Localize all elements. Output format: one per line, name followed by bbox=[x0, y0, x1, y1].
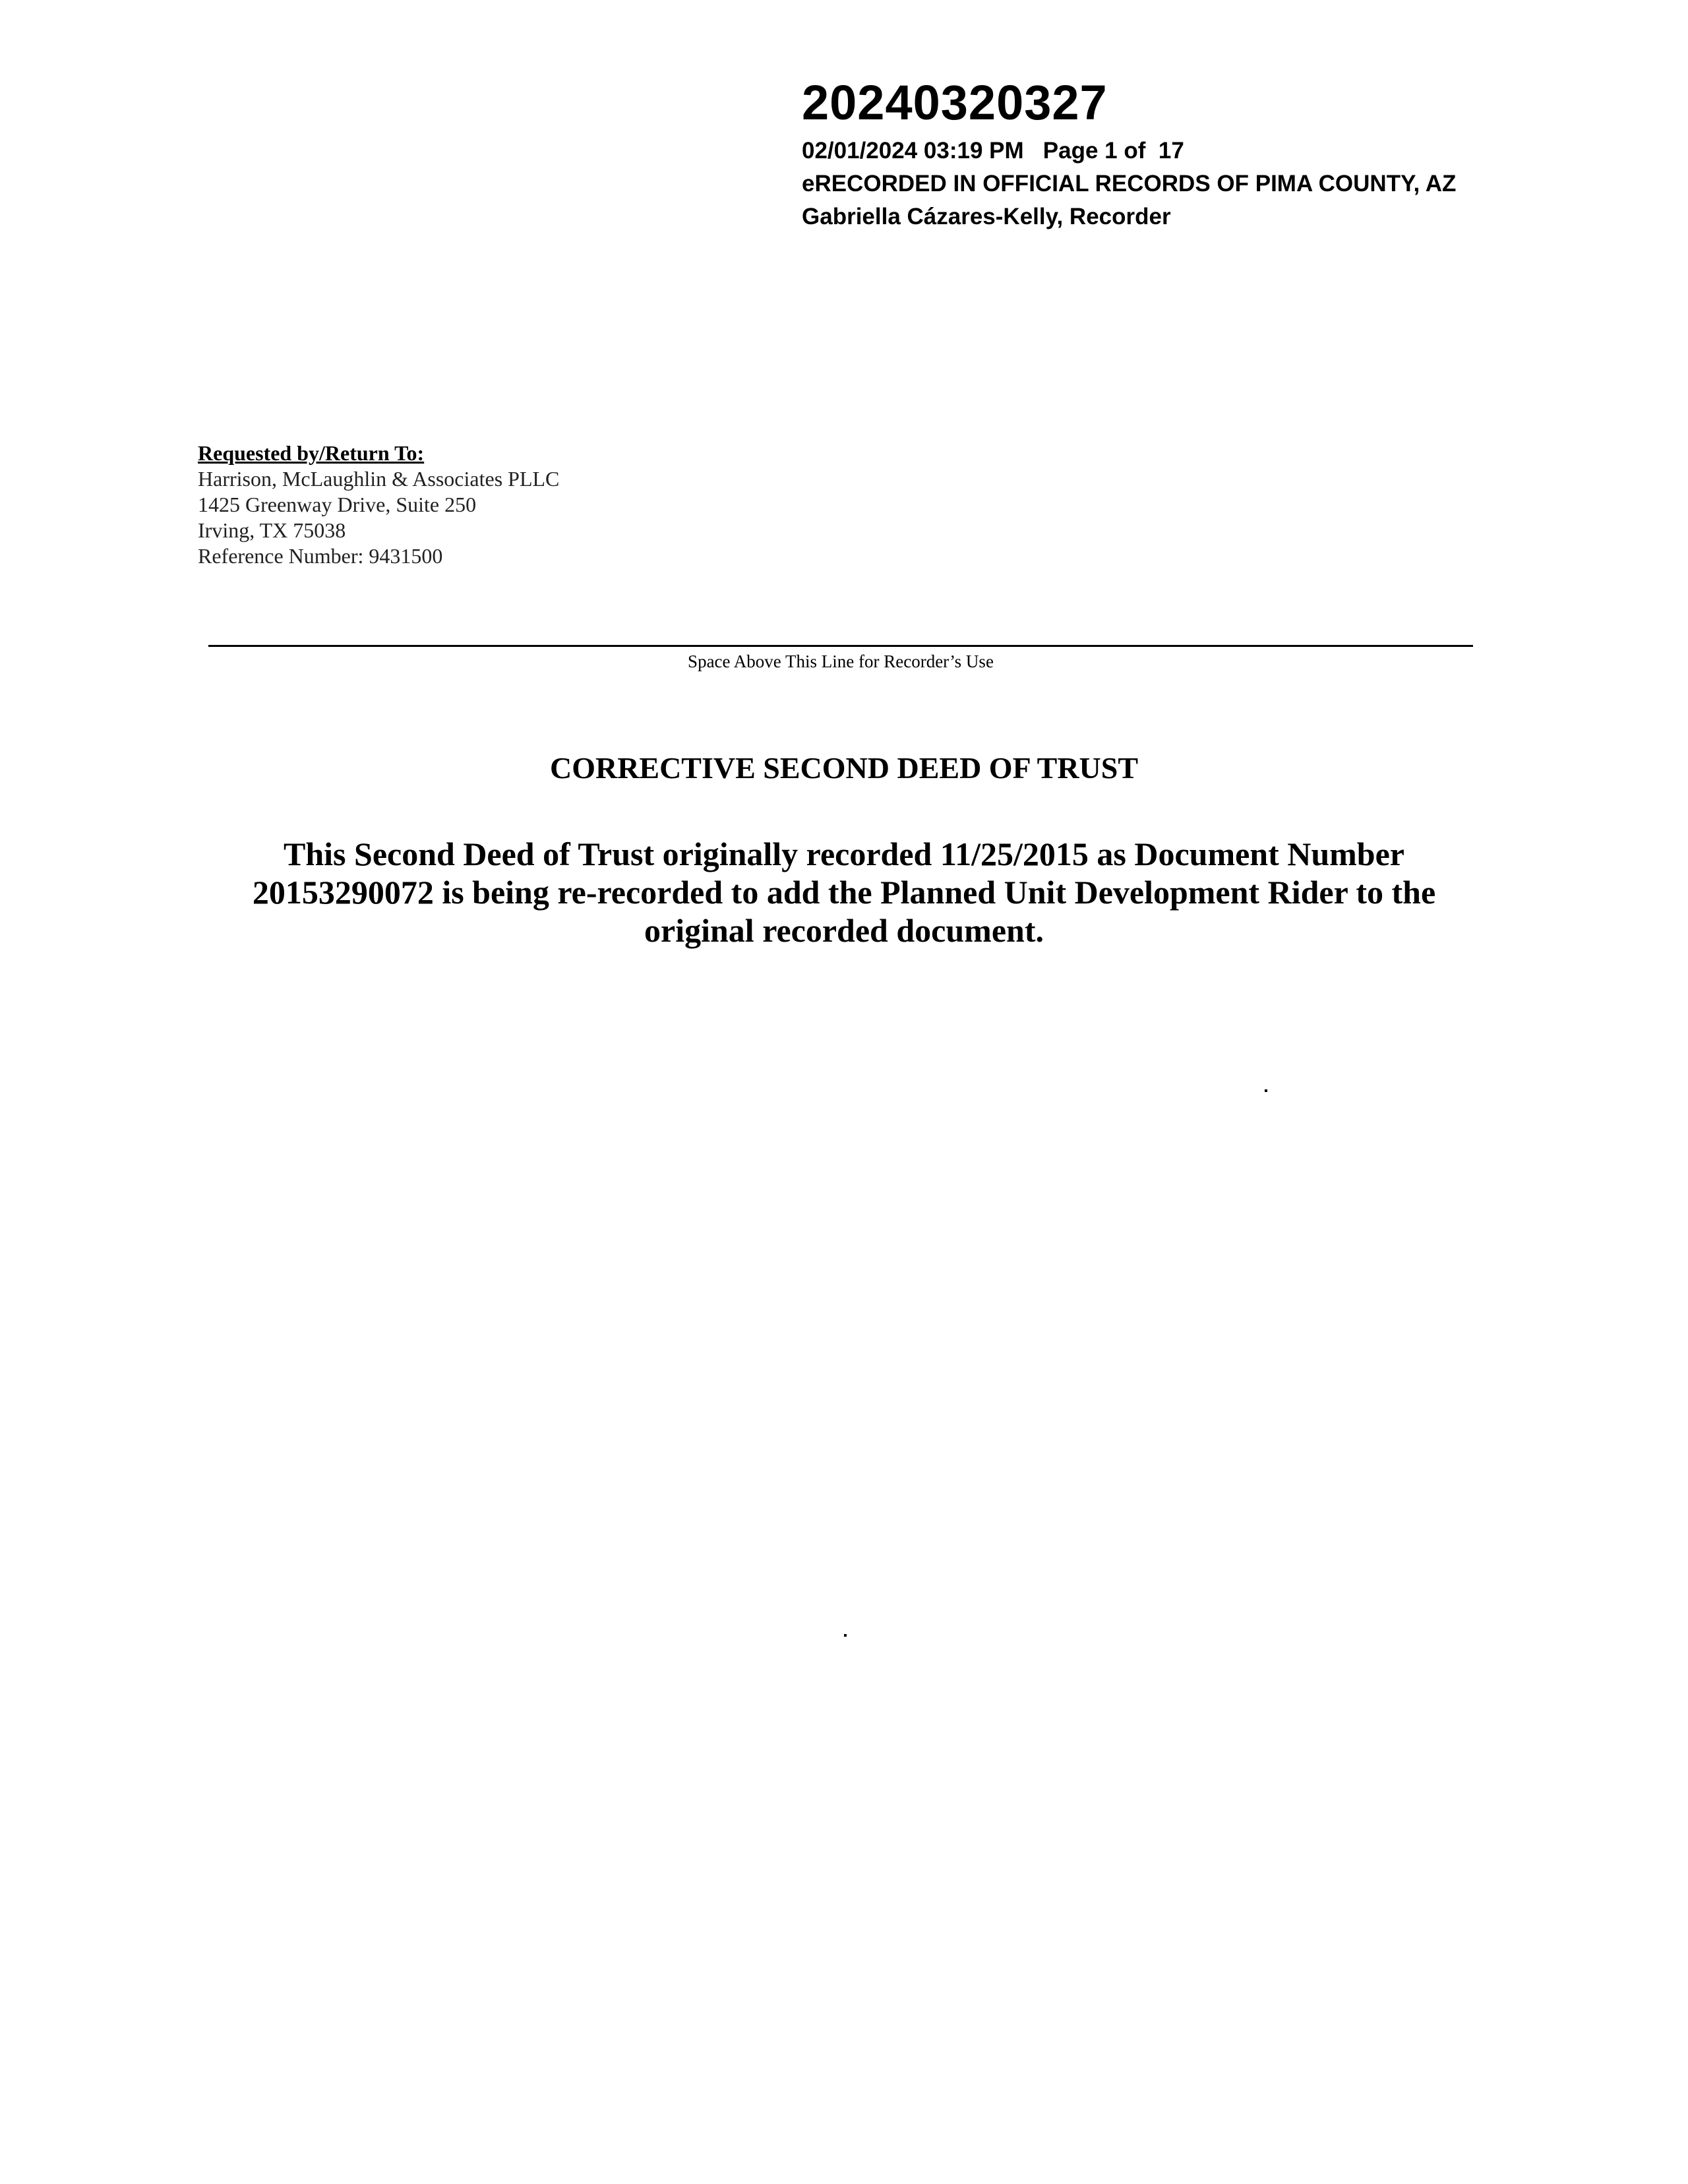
recording-datetime-page: 02/01/2024 03:19 PM Page 1 of 17 bbox=[802, 138, 1184, 164]
recording-document-number: 20240320327 bbox=[802, 75, 1108, 130]
recorder-name: Gabriella Cázares-Kelly, Recorder bbox=[802, 204, 1171, 229]
scan-speck bbox=[844, 1634, 847, 1637]
statement-line: This Second Deed of Trust originally recorded 11/25/2015 as Document Number bbox=[284, 835, 1404, 872]
return-to-city: Irving, TX 75038 bbox=[198, 518, 346, 542]
return-to-street: 1425 Greenway Drive, Suite 250 bbox=[198, 493, 477, 516]
return-to-block bbox=[198, 440, 559, 569]
return-to-company: Harrison, McLaughlin & Associates PLLC bbox=[198, 467, 560, 491]
return-to-reference: Reference Number: 9431500 bbox=[198, 544, 443, 568]
recording-stamp bbox=[802, 74, 1456, 233]
statement-line: 20153290072 is being re-recorded to add the Planned Unit Development Rider to the bbox=[252, 874, 1436, 911]
document-title: CORRECTIVE SECOND DEED OF TRUST bbox=[549, 751, 1139, 785]
recorder-divider-line bbox=[208, 645, 1473, 647]
recorder-divider-caption: Space Above This Line for Recorder’s Use bbox=[688, 652, 994, 671]
return-to-heading: Requested by/Return To: bbox=[198, 441, 425, 465]
statement-line: original recorded document. bbox=[644, 912, 1044, 949]
correction-statement bbox=[218, 835, 1470, 950]
scan-speck bbox=[1265, 1089, 1267, 1092]
recording-office: eRECORDED IN OFFICIAL RECORDS OF PIMA COUNTY, AZ bbox=[802, 171, 1457, 197]
